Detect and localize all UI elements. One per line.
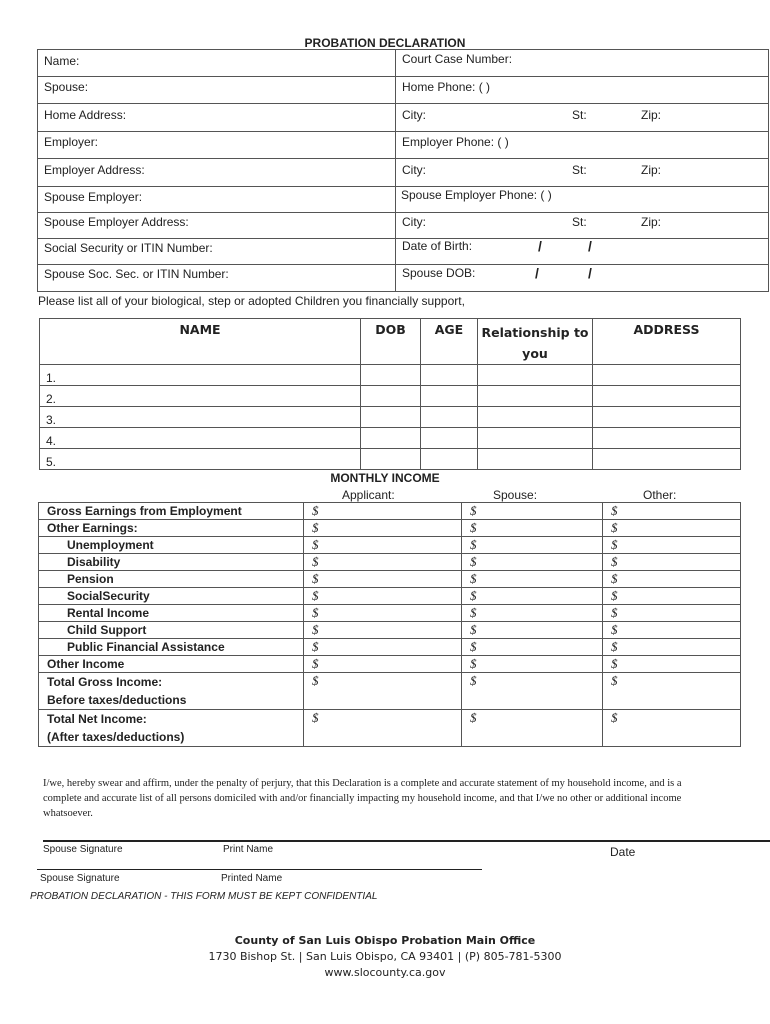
state-label: St: bbox=[572, 108, 587, 122]
info-row bbox=[38, 186, 768, 213]
state-label: St: bbox=[572, 163, 587, 177]
table-row: 3. bbox=[40, 407, 741, 428]
table-row: 4. bbox=[40, 428, 741, 449]
spouse-employer-phone-label: Spouse Employer Phone: ( ) bbox=[401, 188, 552, 202]
spouse-dob-label: Spouse DOB: bbox=[402, 266, 476, 280]
table-row: Public Financial Assistance $ $ $ bbox=[39, 639, 741, 656]
table-row: Other Income $ $ $ bbox=[39, 656, 741, 673]
other-column-header: Other: bbox=[643, 488, 677, 502]
signature-line bbox=[37, 869, 482, 870]
table-row: Unemployment $ $ $ bbox=[39, 537, 741, 554]
spouse-employer-label: Spouse Employer: bbox=[44, 190, 143, 204]
children-table bbox=[39, 318, 741, 470]
table-row: Other Earnings: $ $ $ bbox=[39, 520, 741, 537]
state-label: St: bbox=[572, 215, 587, 229]
employer-label: Employer: bbox=[44, 135, 99, 149]
table-row: Child Support $ $ $ bbox=[39, 622, 741, 639]
form-title: PROBATION DECLARATION bbox=[304, 36, 466, 50]
office-website[interactable]: www.slocounty.ca.gov bbox=[324, 966, 446, 979]
ssn-label: Social Security or ITIN Number: bbox=[44, 241, 213, 255]
zip-label: Zip: bbox=[641, 108, 662, 122]
spouse-dob-slash: / bbox=[588, 265, 592, 281]
zip-label: Zip: bbox=[641, 215, 662, 229]
city-label: City: bbox=[402, 163, 426, 177]
personal-info-table bbox=[37, 49, 769, 292]
declaration-text: I/we, hereby swear and affirm, under the penalty of perjury, that this Declaration is a complete and accurate statement of my household income, and is a complete and accurate list of all persons domiciled with and/or financially impacting my household income, and that I/we no other or additional income whatsoever. bbox=[43, 778, 682, 819]
table-row: 5. bbox=[40, 449, 741, 470]
info-row bbox=[38, 131, 768, 159]
address-header: ADDRESS bbox=[593, 319, 741, 365]
name-label: Name: bbox=[44, 54, 80, 68]
table-row: SocialSecurity $ $ $ bbox=[39, 588, 741, 605]
print-name-label: Print Name bbox=[223, 844, 274, 855]
office-name: County of San Luis Obispo Probation Main Office bbox=[234, 934, 536, 947]
city-label: City: bbox=[402, 108, 426, 122]
table-row: Total Gross Income: Before taxes/deductions $ $ $ bbox=[39, 673, 741, 710]
spouse-label: Spouse: bbox=[44, 80, 89, 94]
employer-phone-label: Employer Phone: ( ) bbox=[402, 135, 509, 149]
date-label: Date bbox=[610, 845, 636, 859]
table-row: Rental Income $ $ $ bbox=[39, 605, 741, 622]
table-row: 1. bbox=[40, 365, 741, 386]
applicant-column-header: Applicant: bbox=[342, 488, 395, 502]
total-net-cell: Total Net Income: (After taxes/deductions) bbox=[39, 710, 304, 747]
home-address-label: Home Address: bbox=[44, 108, 127, 122]
confidential-notice: PROBATION DECLARATION - THIS FORM MUST BE KEPT CONFIDENTIAL bbox=[30, 891, 378, 902]
table-row: Pension $ $ $ bbox=[39, 571, 741, 588]
printed-name-label: Printed Name bbox=[221, 873, 283, 884]
age-header: AGE bbox=[421, 319, 478, 365]
spouse-employer-address-label: Spouse Employer Address: bbox=[44, 215, 189, 229]
relationship-header: Relationship to you bbox=[478, 319, 593, 365]
spouse-signature-label: Spouse Signature bbox=[43, 844, 123, 855]
name-header: NAME bbox=[40, 319, 361, 365]
children-instructions: Please list all of your biological, step or adopted Children you financially support, bbox=[38, 294, 465, 308]
table-row: Gross Earnings from Employment $ $ $ bbox=[39, 503, 741, 520]
home-phone-label: Home Phone: ( ) bbox=[402, 80, 491, 94]
zip-label: Zip: bbox=[641, 163, 662, 177]
dob-header: DOB bbox=[361, 319, 421, 365]
dob-slash: / bbox=[588, 238, 592, 254]
signature-line bbox=[43, 840, 770, 842]
info-row bbox=[38, 76, 768, 104]
info-row bbox=[38, 238, 768, 265]
table-row: 2. bbox=[40, 386, 741, 407]
office-address: 1730 Bishop St. | San Luis Obispo, CA 93401 | (P) 805-781-5300 bbox=[208, 950, 562, 963]
table-row: Total Net Income: (After taxes/deductions) $ $ $ bbox=[39, 710, 741, 747]
total-gross-cell: Total Gross Income: Before taxes/deductions bbox=[39, 673, 304, 710]
table-row: Disability $ $ $ bbox=[39, 554, 741, 571]
info-row bbox=[38, 158, 768, 187]
spouse-signature-label: Spouse Signature bbox=[40, 873, 120, 884]
info-row bbox=[38, 264, 768, 292]
dob-label: Date of Birth: bbox=[402, 239, 473, 253]
info-row bbox=[38, 103, 768, 132]
employer-address-label: Employer Address: bbox=[44, 163, 145, 177]
monthly-income-title: MONTHLY INCOME bbox=[330, 471, 440, 485]
spouse-ssn-label: Spouse Soc. Sec. or ITIN Number: bbox=[44, 267, 229, 281]
court-case-label: Court Case Number: bbox=[402, 52, 513, 66]
info-row bbox=[38, 212, 768, 239]
spouse-dob-slash: / bbox=[535, 265, 539, 281]
city-label: City: bbox=[402, 215, 426, 229]
spouse-column-header: Spouse: bbox=[493, 488, 538, 502]
dob-slash: / bbox=[538, 238, 542, 254]
info-row bbox=[38, 50, 768, 77]
income-table bbox=[38, 502, 741, 747]
